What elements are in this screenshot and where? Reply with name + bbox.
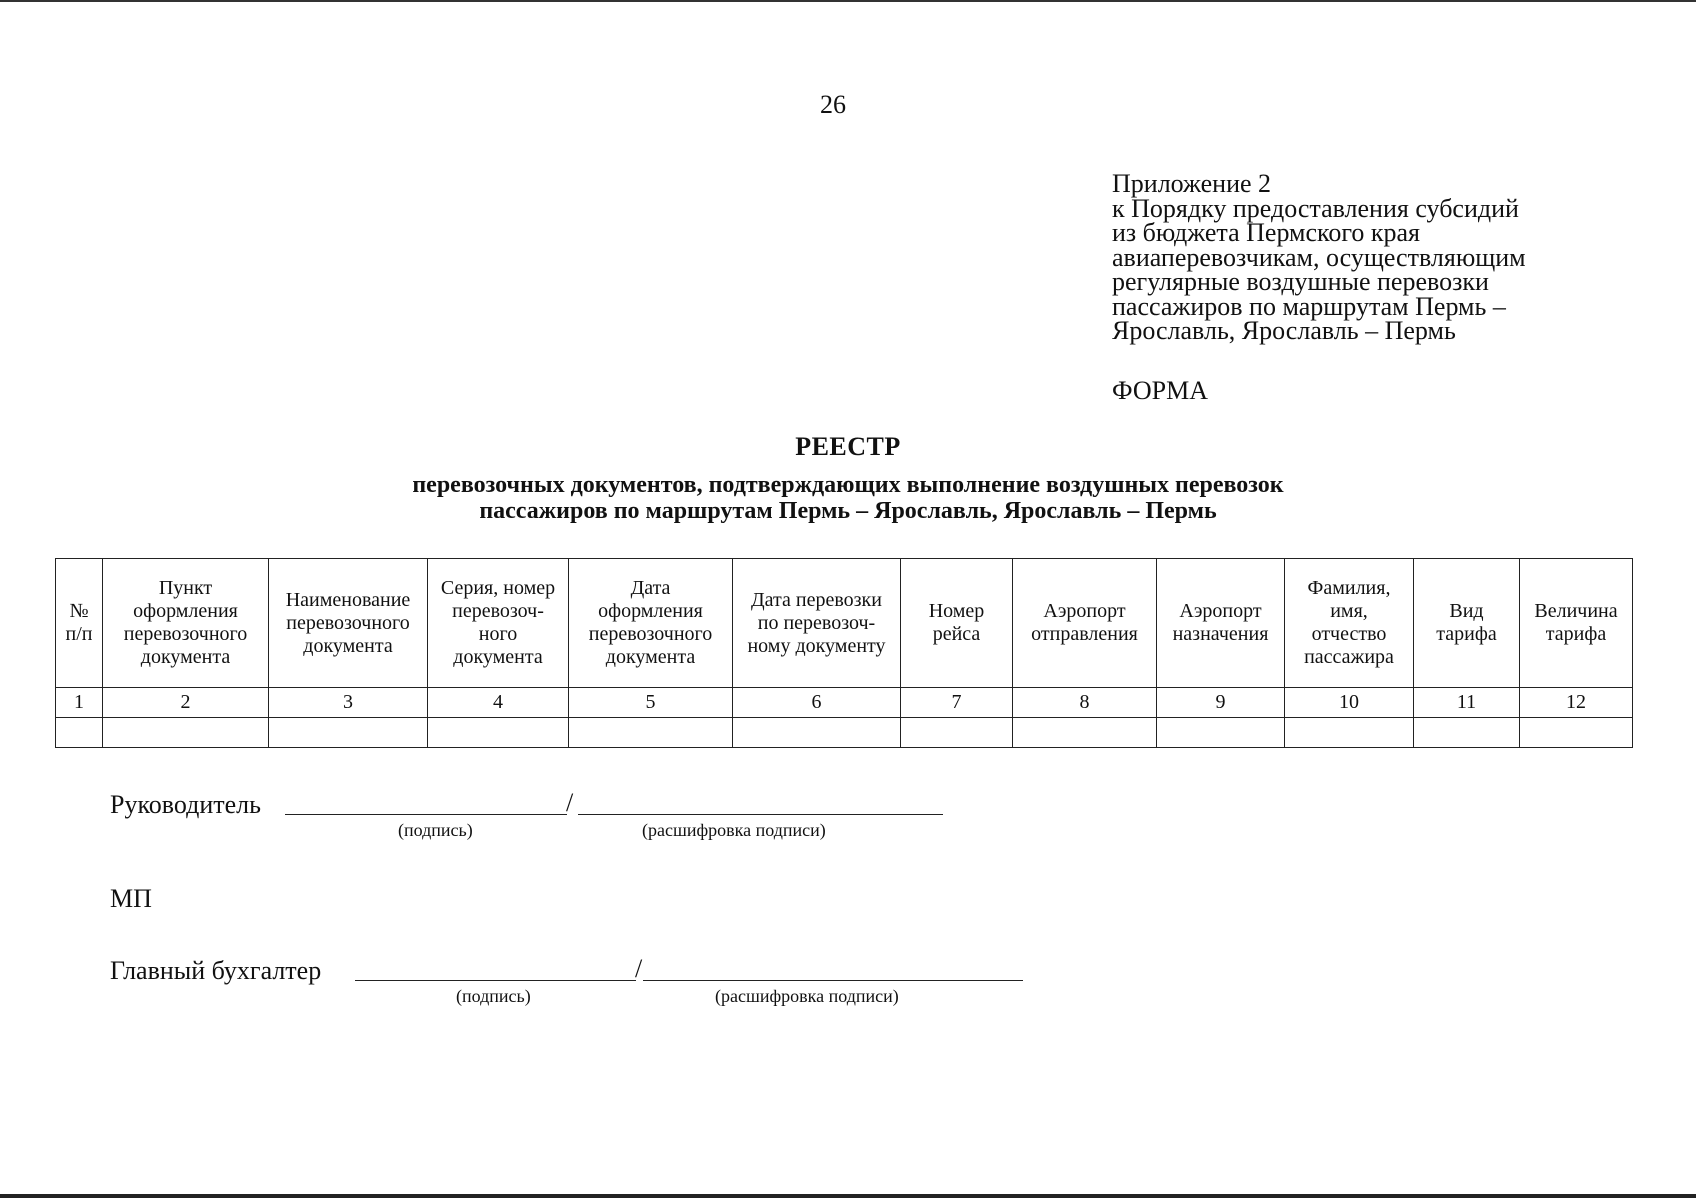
empty-data-cell[interactable] <box>269 718 428 748</box>
appendix-line: Приложение 2 <box>1112 169 1272 198</box>
column-header-line: ного <box>478 623 518 645</box>
head-separator: / <box>566 788 574 817</box>
column-header-line: Фамилия, <box>1307 577 1391 599</box>
head-signature-line[interactable] <box>285 814 567 815</box>
column-header-line: Вид <box>1449 600 1484 622</box>
column-header-line: ному документу <box>747 634 886 657</box>
column-header-line: тарифа <box>1545 623 1607 645</box>
empty-data-cell[interactable] <box>103 718 269 748</box>
empty-data-cell[interactable] <box>1285 718 1414 748</box>
column-header <box>1285 559 1414 688</box>
column-header-line: перевозоч- <box>452 600 544 622</box>
column-header-line: документа <box>453 646 543 668</box>
appendix-line: Ярославль, Ярославль – Пермь <box>1112 316 1456 345</box>
column-header-line: оформления <box>598 600 703 622</box>
subtitle-line: перевозочных документов, подтверждающих выполнение воздушных перевозок <box>412 472 1284 498</box>
column-header-line: Серия, номер <box>440 577 556 599</box>
column-header <box>901 559 1013 688</box>
column-header-line: перевозочного <box>123 623 248 645</box>
column-header <box>428 559 569 688</box>
empty-data-cell[interactable] <box>56 718 103 748</box>
accountant-label: Главный бухгалтер <box>110 956 322 985</box>
column-header <box>1520 559 1633 688</box>
column-header-line: Дата <box>630 577 671 599</box>
column-header-line: по перевозоч- <box>757 611 876 634</box>
column-header-line: документа <box>303 634 393 657</box>
column-header-line: отправления <box>1031 623 1138 645</box>
column-number-cell: 5 <box>569 688 733 718</box>
column-number-cell: 7 <box>901 688 1013 718</box>
accountant-signature-caption: (подпись) <box>456 986 531 1006</box>
column-header <box>103 559 269 688</box>
empty-data-cell[interactable] <box>901 718 1013 748</box>
appendix-line: из бюджета Пермского края <box>1112 218 1421 247</box>
column-header <box>1013 559 1157 688</box>
column-header-line: документа <box>140 646 231 668</box>
column-header-line: Пункт <box>158 577 213 599</box>
column-number-cell: 10 <box>1285 688 1414 718</box>
column-header-line: № <box>69 600 89 622</box>
column-number-cell: 6 <box>733 688 901 718</box>
column-header-line: имя, <box>1330 600 1368 622</box>
column-number-cell: 4 <box>428 688 569 718</box>
page-number: 26 <box>820 90 846 119</box>
registry-table <box>55 558 1633 748</box>
column-number-cell: 12 <box>1520 688 1633 718</box>
appendix-block <box>1112 169 1526 345</box>
column-number-cell: 2 <box>103 688 269 718</box>
page-top-border <box>0 0 1696 2</box>
column-number-cell: 1 <box>56 688 103 718</box>
head-label: Руководитель <box>110 790 261 819</box>
column-header-line: пассажира <box>1304 646 1394 668</box>
accountant-decoding-caption: (расшифровка подписи) <box>715 986 899 1006</box>
column-header-line: назначения <box>1172 623 1269 645</box>
accountant-signature-line[interactable] <box>355 980 636 981</box>
appendix-line: пассажиров по маршрутам Пермь – <box>1112 291 1506 321</box>
column-header-line: Номер <box>928 600 985 622</box>
column-header-line: рейса <box>932 623 981 645</box>
subtitle-line: пассажиров по маршрутам Пермь – Ярославль, Ярославль – Пермь <box>479 498 1217 524</box>
column-header-line: Дата перевозки <box>751 588 882 611</box>
appendix-line: регулярные воздушные перевозки <box>1112 267 1489 296</box>
column-header-line: отчество <box>1311 623 1387 645</box>
form-label: ФОРМА <box>1112 376 1208 405</box>
column-header <box>1157 559 1285 688</box>
empty-data-cell[interactable] <box>1013 718 1157 748</box>
column-number-cell: 3 <box>269 688 428 718</box>
column-header-line: Величина <box>1534 600 1618 622</box>
empty-data-cell[interactable] <box>1157 718 1285 748</box>
column-header-line: Аэропорт <box>1043 600 1126 622</box>
accountant-separator: / <box>635 954 643 983</box>
column-header <box>733 559 901 688</box>
column-header-line: перевозочного <box>286 611 410 634</box>
document-title: РЕЕСТР <box>795 432 901 461</box>
empty-data-cell[interactable] <box>569 718 733 748</box>
column-header-line: п/п <box>65 623 93 645</box>
head-signature-caption: (подпись) <box>398 820 473 840</box>
appendix-line: к Порядку предоставления субсидий <box>1112 193 1519 223</box>
column-header-line: документа <box>605 646 696 668</box>
column-header <box>569 559 733 688</box>
empty-data-cell[interactable] <box>1520 718 1633 748</box>
head-decoding-caption: (расшифровка подписи) <box>642 820 826 840</box>
appendix-line: авиаперевозчикам, осуществляющим <box>1112 242 1526 272</box>
empty-data-cell[interactable] <box>733 718 901 748</box>
empty-data-cell[interactable] <box>1414 718 1520 748</box>
column-number-row <box>56 688 1633 718</box>
empty-data-cell[interactable] <box>428 718 569 748</box>
head-decoding-line[interactable] <box>578 814 943 815</box>
empty-data-row <box>56 718 1633 748</box>
column-header-line: перевозочного <box>588 623 713 645</box>
column-header-line: тарифа <box>1436 623 1497 645</box>
page-bottom-border <box>0 1194 1696 1198</box>
column-number-cell: 8 <box>1013 688 1157 718</box>
column-header <box>269 559 428 688</box>
accountant-decoding-line[interactable] <box>643 980 1023 981</box>
column-number-cell: 9 <box>1157 688 1285 718</box>
header-row <box>56 559 1633 688</box>
column-header-line: оформления <box>133 600 238 622</box>
stamp-place-label: МП <box>110 884 152 913</box>
document-subtitle <box>0 472 1696 524</box>
column-header-line: Наименование <box>285 588 411 611</box>
column-header <box>56 559 103 688</box>
column-header <box>1414 559 1520 688</box>
column-number-cell: 11 <box>1414 688 1520 718</box>
column-header-line: Аэропорт <box>1179 600 1262 622</box>
